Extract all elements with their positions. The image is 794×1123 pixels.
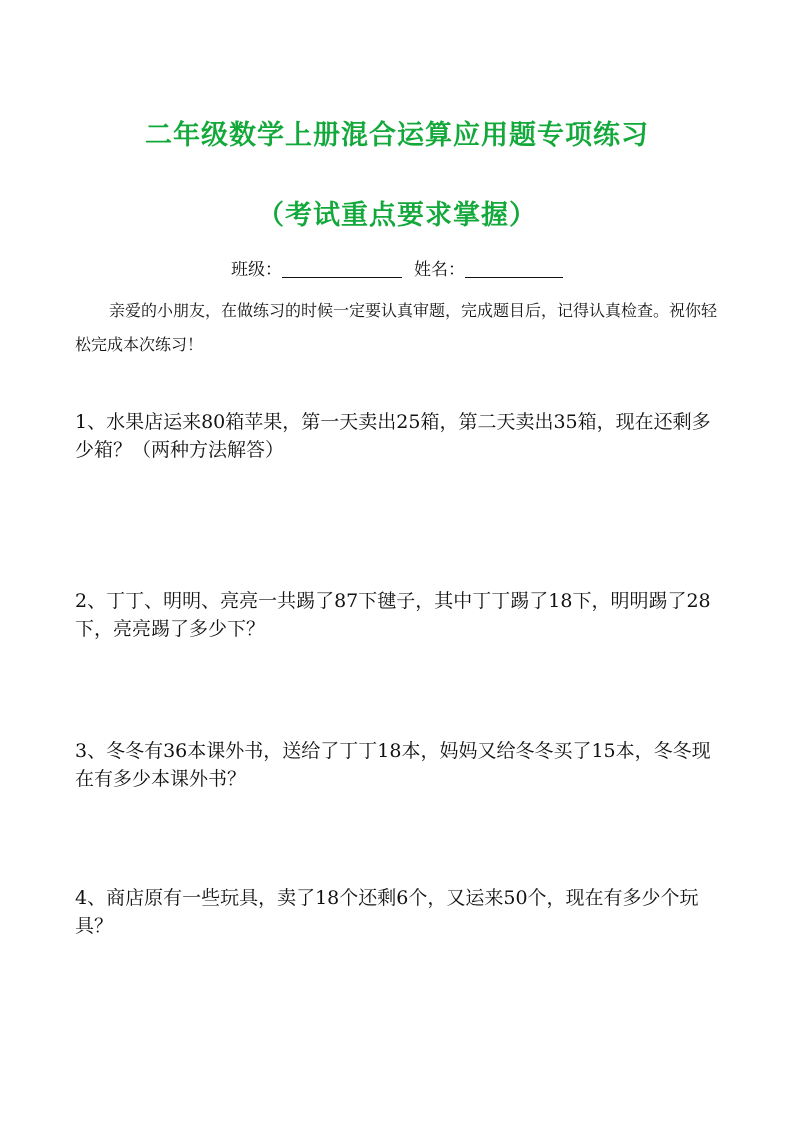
class-blank[interactable] <box>282 259 402 278</box>
name-blank[interactable] <box>465 259 563 278</box>
page-title: 二年级数学上册混合运算应用题专项练习 <box>145 120 649 151</box>
class-label: 班级： <box>231 260 282 280</box>
question-1: 1、水果店运来80箱苹果，第一天卖出25箱，第二天卖出35箱，现在还剩多少箱？（两种方法解答） <box>75 411 711 461</box>
intro-paragraph: 亲爱的小朋友，在做练习的时候一定要认真审题，完成题目后，记得认真检查。祝你轻松完成本次练习！ <box>75 301 718 354</box>
name-label: 姓名： <box>414 260 465 280</box>
question-2: 2、丁丁、明明、亮亮一共踢了87下毽子，其中丁丁踢了18下，明明踢了28下，亮亮踢了多少下？ <box>75 590 711 640</box>
question-4: 4、商店原有一些玩具，卖了18个还剩6个，又运来50个，现在有多少个玩具？ <box>75 887 699 937</box>
question-3: 3、冬冬有36本课外书，送给了丁丁18本，妈妈又给冬冬买了15本，冬冬现在有多少本课外书？ <box>75 740 711 790</box>
student-info-line <box>0 258 794 282</box>
page-subtitle: （考试重点要求掌握） <box>257 200 537 231</box>
